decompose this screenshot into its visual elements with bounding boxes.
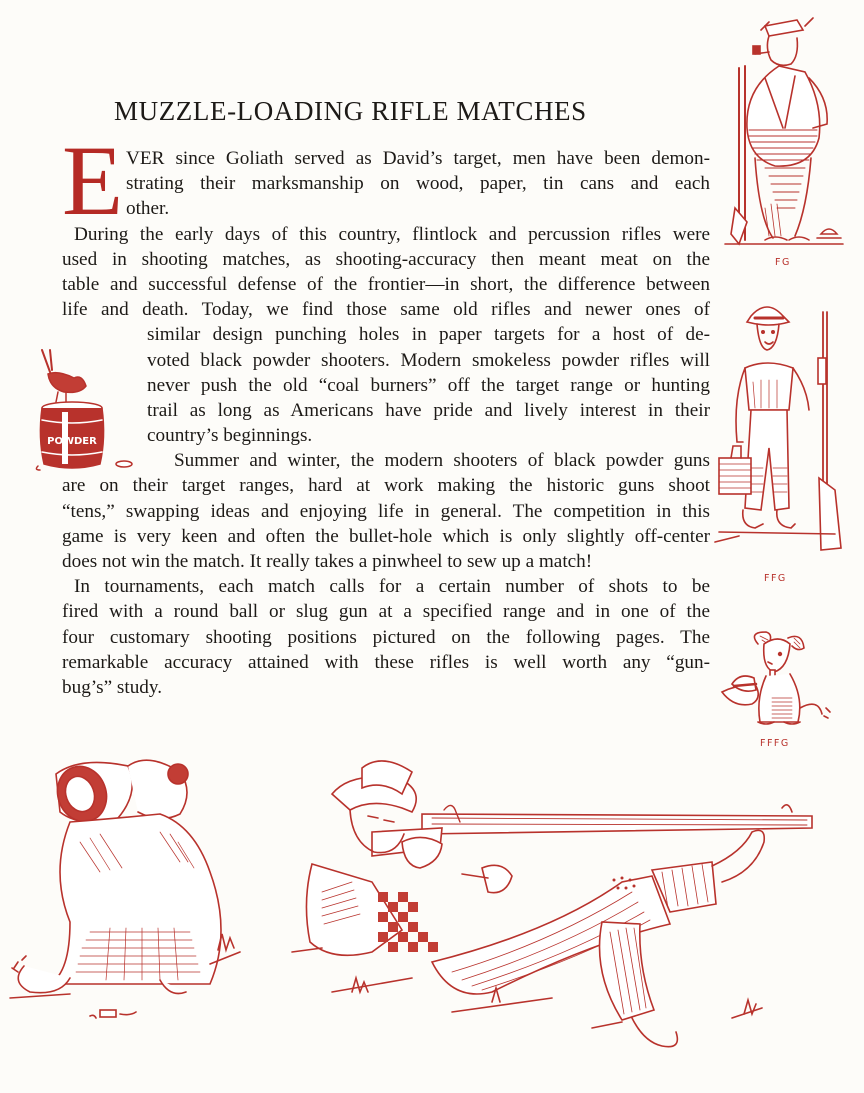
body-line: similar design punching holes in paper targets for a host of de-	[147, 324, 710, 346]
body-line: trail as long as Americans have pride and lively interest in their	[147, 399, 710, 421]
body-line: strating their marksmanship on wood, paper, tin cans and each	[126, 173, 710, 195]
ffg-caption: FFG	[764, 573, 787, 584]
body-line: table and successful defense of the frontier—in short, the difference between	[62, 273, 710, 295]
body-line: country’s beginnings.	[147, 425, 313, 447]
powder-keg-illustration	[28, 348, 138, 476]
body-line: During the early days of this country, flintlock and percussion rifles were	[74, 223, 710, 245]
fg-man-illustration	[725, 8, 855, 253]
body-line: In tournaments, each match calls for a certain number of shots to be	[74, 576, 710, 598]
body-line: life and death. Today, we find those same old rifles and newer ones of	[62, 299, 710, 321]
powder-label: POWDER	[47, 436, 97, 447]
page-title: MUZZLE-LOADING RIFLE MATCHES	[114, 96, 587, 126]
body-line: “tens,” swapping ideas and enjoying life in general. The competition in this	[62, 500, 710, 522]
bear-illustration	[10, 752, 240, 1032]
ffg-man-illustration	[715, 298, 855, 560]
body-line: four customary shooting positions pictured on the following pages. The	[62, 626, 710, 648]
body-line: used in shooting matches, as shooting-accuracy then meant meat on the	[62, 248, 710, 270]
body-line: other.	[126, 198, 170, 220]
body-line: does not win the match. It really takes a pinwheel to sew up a match!	[62, 551, 593, 572]
fffg-dog-illustration	[718, 628, 842, 728]
fffg-dog-caption: FFFG	[760, 738, 790, 749]
body-line: never push the old “coal burners” off the target range or hunting	[147, 374, 710, 396]
body-line: voted black powder shooters. Modern smokeless powder rifles will	[147, 349, 710, 371]
body-line: bug’s” study.	[62, 676, 163, 698]
drop-cap: E	[62, 125, 124, 236]
body-line: Summer and winter, the modern shooters of black powder guns	[174, 450, 710, 472]
article-body	[62, 146, 710, 700]
fg-caption: FG	[775, 257, 791, 268]
body-line: game is very keen and often the bullet-hole which is only slightly off-center	[62, 525, 710, 547]
body-line: VER since Goliath served as David’s target, men have been demon-	[126, 148, 710, 169]
reclining-shooter-illustration	[292, 752, 844, 1082]
body-line: remarkable accuracy attained with these rifles is well worth any “gun-	[62, 651, 710, 673]
body-line: fired with a round ball or slug gun at a specified range and in one of the	[62, 601, 710, 623]
body-line: are on their target ranges, hard at work making the historic guns shoot	[62, 475, 710, 497]
